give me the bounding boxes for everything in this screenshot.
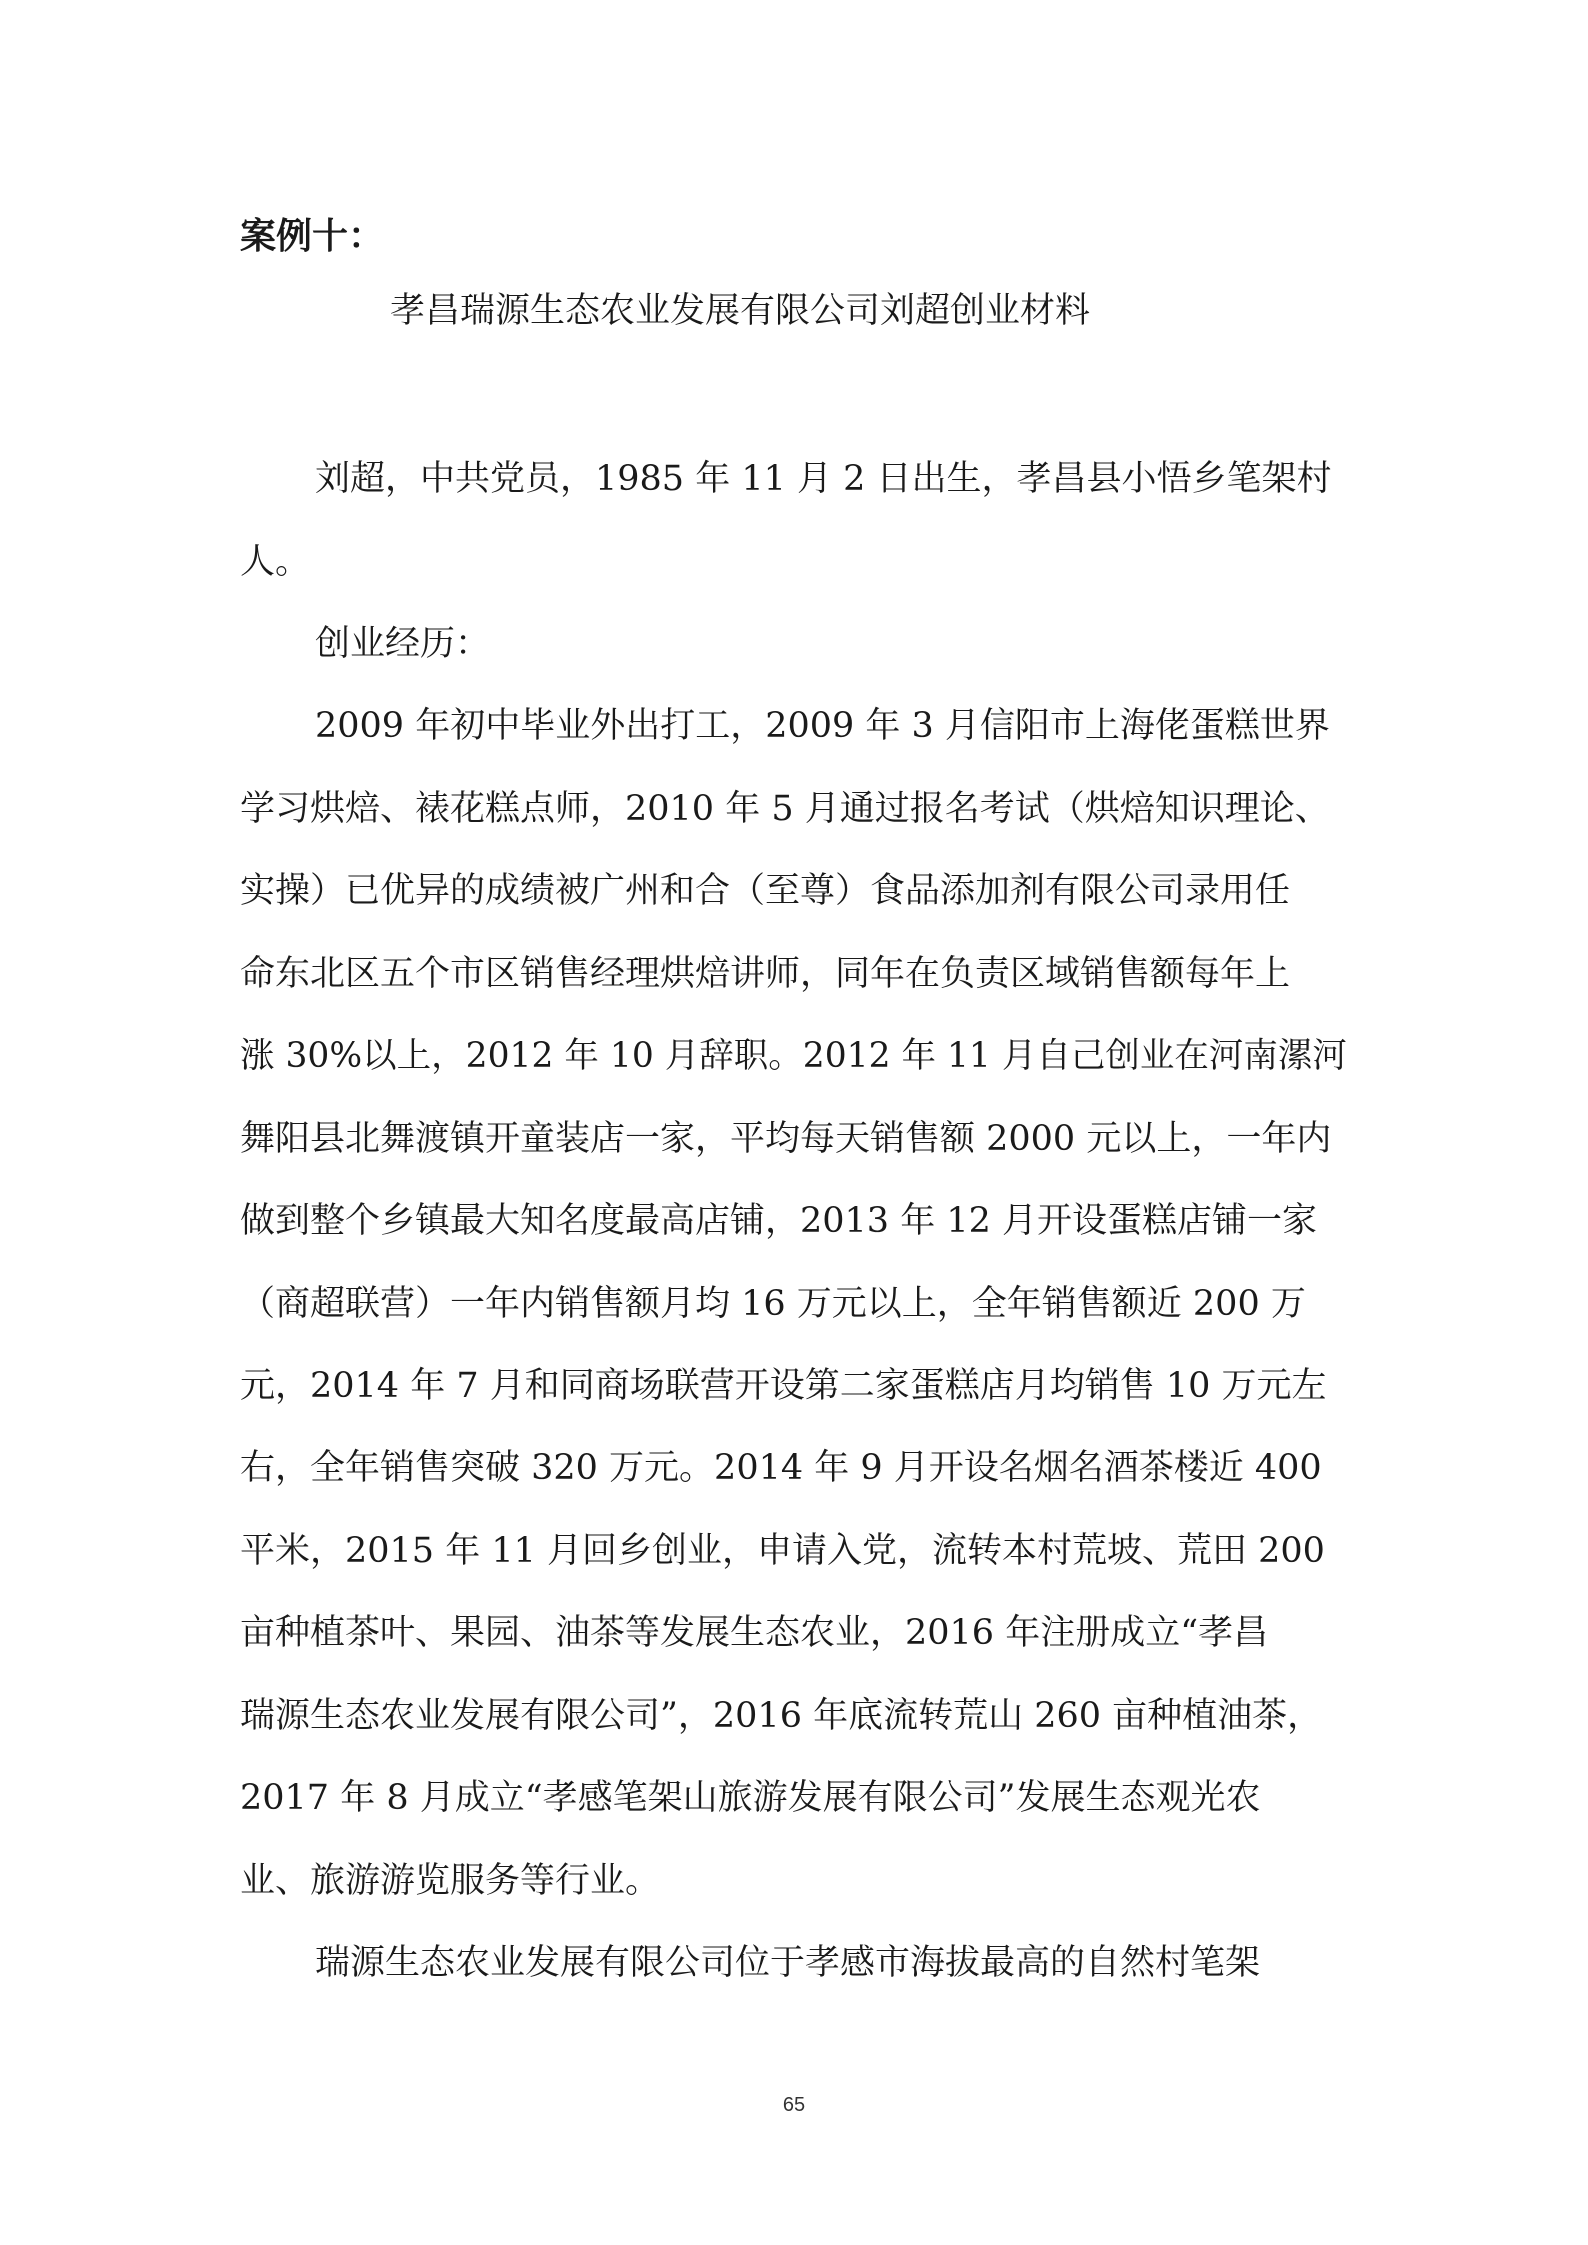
paragraph-line: 瑞源生态农业发展有限公司位于孝感市海拔最高的自然村笔架 — [315, 1943, 1261, 1983]
page-number: 65 — [782, 2094, 806, 2116]
paragraph-line: 舞阳县北舞渡镇开童装店一家，平均每天销售额 2000 元以上，一年内 — [240, 1119, 1332, 1159]
paragraph-line: （商超联营）一年内销售额月均 16 万元以上，全年销售额近 200 万 — [240, 1284, 1306, 1324]
paragraph-line: 刘超，中共党员，1985 年 11 月 2 日出生，孝昌县小悟乡笔架村 — [315, 459, 1332, 499]
paragraph-line: 2009 年初中毕业外出打工，2009 年 3 月信阳市上海佬蛋糕世界 — [315, 706, 1330, 746]
paragraph-line: 瑞源生态农业发展有限公司”，2016 年底流转荒山 260 亩种植油茶， — [240, 1696, 1323, 1736]
paragraph-line: 命东北区五个市区销售经理烘焙讲师，同年在负责区域销售额每年上 — [240, 954, 1291, 994]
paragraph-line: 实操）已优异的成绩被广州和合（至尊）食品添加剂有限公司录用任 — [240, 871, 1291, 911]
paragraph-line: 涨 30%以上，2012 年 10 月辞职。2012 年 11 月自己创业在河南漯河 — [240, 1036, 1347, 1076]
paragraph-line: 元，2014 年 7 月和同商场联营开设第二家蛋糕店月均销售 10 万元左 — [240, 1366, 1327, 1406]
paragraph-line: 人。 — [240, 542, 311, 582]
document-title: 孝昌瑞源生态农业发展有限公司刘超创业材料 — [390, 291, 1091, 331]
paragraph-line: 亩种植茶叶、果园、油茶等发展生态农业，2016 年注册成立“孝昌 — [240, 1613, 1269, 1653]
paragraph-line: 创业经历： — [315, 624, 491, 664]
paragraph-line: 右，全年销售突破 320 万元。2014 年 9 月开设名烟名酒茶楼近 400 — [240, 1448, 1322, 1488]
paragraph-line: 平米，2015 年 11 月回乡创业，申请入党，流转本村荒坡、荒田 200 — [240, 1531, 1325, 1571]
paragraph-line: 2017 年 8 月成立“孝感笔架山旅游发展有限公司”发展生态观光农 — [240, 1778, 1261, 1818]
paragraph-line: 学习烘焙、裱花糕点师，2010 年 5 月通过报名考试（烘焙知识理论、 — [240, 789, 1330, 829]
paragraph-line: 业、旅游游览服务等行业。 — [240, 1861, 661, 1901]
paragraph-line: 做到整个乡镇最大知名度最高店铺，2013 年 12 月开设蛋糕店铺一家 — [240, 1201, 1317, 1241]
case-heading: 案例十： — [240, 216, 385, 257]
